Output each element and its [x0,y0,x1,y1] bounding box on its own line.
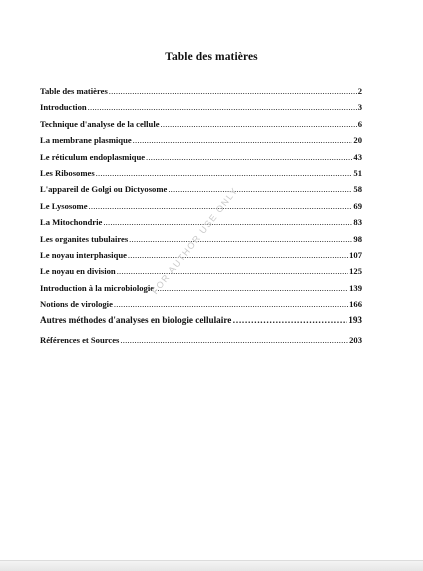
toc-entry [40,335,362,351]
dot-leader [96,168,353,178]
toc-entry-page: 125 [349,266,362,277]
dot-leader [114,299,348,309]
toc-entry-label: Introduction à la microbiologie [40,282,155,293]
toc-entry-page: 2 [357,86,362,96]
toc-entry [40,168,362,184]
toc-entry-page: 203 [349,334,362,345]
dot-leader [117,266,348,276]
toc-entry [40,184,362,200]
toc-entry-label: L'appareil de Golgi ou Dictyosome [40,184,168,195]
toc-entry [40,135,362,151]
toc-entry [40,315,362,331]
toc-entry-page: 43 [353,151,362,162]
toc-entry-label: Le réticulum endoplasmique [40,151,146,162]
watermark: FOR AUTHOR USE ONLY [150,185,240,297]
toc-entry-page: 193 [348,315,362,326]
toc-entry [40,86,362,102]
toc-entry-page: 51 [353,167,362,178]
dot-leader [129,234,352,244]
toc-entry-page: 20 [353,135,362,146]
toc-entry-page: 107 [349,249,362,260]
toc-entry-label: Références et Sources [40,334,120,345]
toc-entry [40,266,362,282]
toc-entry [40,152,362,168]
toc-entry [40,250,362,266]
toc-entry [40,299,362,315]
toc-entry-page: 58 [353,184,362,195]
toc-entry-label: Les Ribosomes [40,167,95,178]
toc-entry-label: Table des matières [40,86,108,96]
dot-leader [103,217,352,227]
dot-leader [232,315,347,325]
toc-entry-label: Autres méthodes d'analyses en biologie cellulaire [40,315,232,326]
toc-entry-label: Technique d'analyse de la cellule [40,118,160,129]
toc-entry-label: Le noyau en division [40,266,116,277]
table-of-contents [40,86,362,351]
toc-entry-page: 6 [357,118,362,129]
toc-entry-label: La Mitochondrie [40,217,103,228]
toc-entry-label: La membrane plasmique [40,135,132,146]
toc-entry-page: 98 [353,233,362,244]
toc-entry [40,201,362,217]
toc-entry-page: 83 [353,217,362,228]
dot-leader [128,250,348,260]
toc-entry-label: Le noyau interphasique [40,249,127,260]
dot-leader [133,135,353,145]
dot-leader [146,152,352,162]
dot-leader [109,86,357,96]
dot-leader [88,102,357,112]
dot-leader [161,119,357,129]
dot-leader [120,335,348,345]
toc-entry-page: 139 [349,282,362,293]
toc-entry [40,102,362,118]
toc-entry-label: Notions de virologie [40,299,113,310]
toc-entry [40,119,362,135]
toc-entry-label: Introduction [40,102,87,113]
dot-leader [168,184,352,194]
dot-leader [155,283,348,293]
toc-entry-label: Les organites tubulaires [40,233,129,244]
toc-entry-page: 166 [349,299,362,310]
page-title: Table des matières [165,51,258,63]
toc-entry-label: Le Lysosome [40,200,88,211]
toc-entry-page: 69 [353,200,362,211]
toc-entry [40,283,362,299]
toc-entry-page: 3 [357,102,362,113]
page-bottom-edge [0,560,423,571]
